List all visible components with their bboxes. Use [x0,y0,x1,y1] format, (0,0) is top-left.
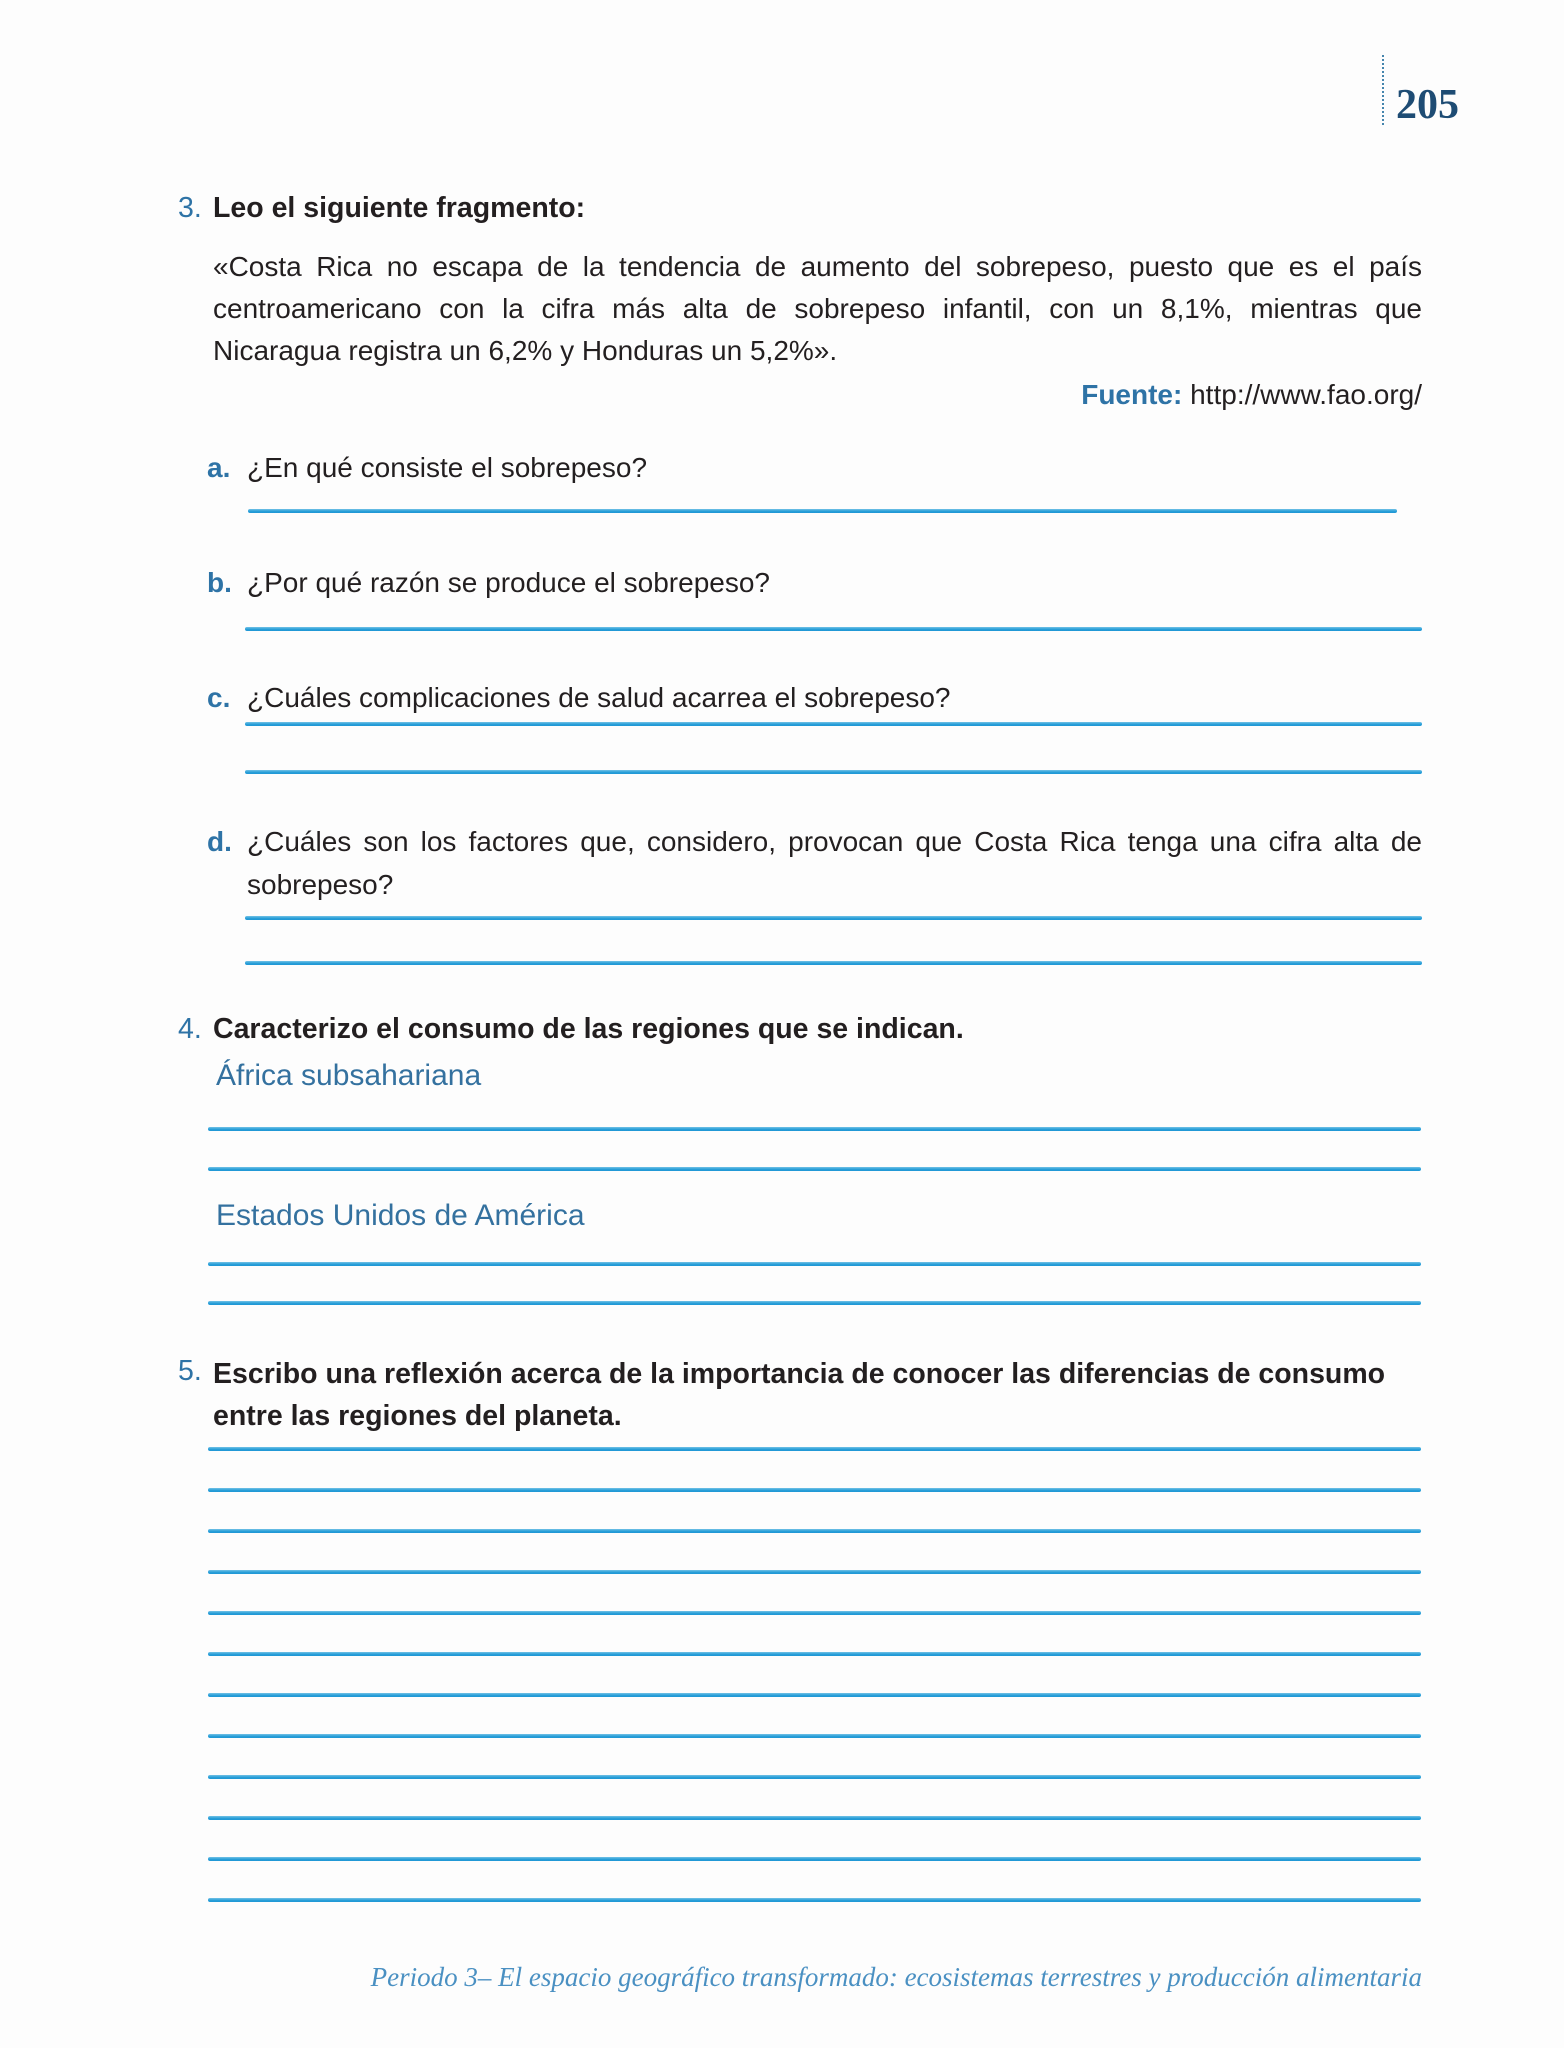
activity-4-heading [178,1011,1422,1047]
question-b-answer-lines [178,627,1422,631]
question-d-row [178,820,1422,906]
question-c-letter: c. [207,682,231,713]
answer-line [208,1611,1421,1615]
activity-3-heading [178,190,1422,226]
answer-line [208,1570,1421,1574]
activity-5-answer-lines [178,1447,1422,1902]
activity-5 [178,1353,1422,1902]
question-a-text: ¿En qué consiste el sobrepeso? [247,452,648,483]
footer-text: Periodo 3– El espacio geográfico transformado: ecosistemas terrestres y producción alimentaria [370,1962,1422,1992]
answer-line [208,1652,1421,1656]
page-number: 205 [1396,82,1459,128]
answer-line [208,1857,1421,1861]
region-africa-label: África subsahariana [216,1059,482,1092]
answer-line [208,1167,1421,1171]
region-estados-unidos [178,1200,1422,1305]
answer-line [208,1816,1421,1820]
activity-3-title: Leo el siguiente fragmento: [213,192,586,224]
page-content [178,190,1422,1902]
question-b [178,565,1422,631]
question-a [178,450,1422,513]
region-estados-label: Estados Unidos de América [216,1199,585,1232]
question-b-text: ¿Por qué razón se produce el sobrepeso? [247,567,770,598]
activity-4-number: 4. [178,1013,202,1045]
activity-3-number: 3. [178,192,202,224]
region-africa-subsahariana [178,1060,1422,1171]
source-url: http://www.fao.org/ [1190,379,1422,410]
page-number-block [1382,55,1459,128]
question-a-answer-lines [178,509,1422,513]
activity-4-title: Caracterizo el consumo de las regiones que se indican. [213,1013,964,1045]
activity-4 [178,1011,1422,1305]
answer-line [208,1693,1421,1697]
answer-line [208,1447,1421,1451]
quote-paragraph: «Costa Rica no escapa de la tendencia de aumento del sobrepeso, puesto que es el país centroamericano con la cifra más alta de sobrepeso infantil, con un 8,1%, mientras que Nicaragua registra un 6,2% y Honduras un 5,2%». [213,251,1422,366]
region-africa-answer-lines [178,1127,1422,1171]
question-c-row [178,680,1422,716]
question-b-row [178,565,1422,601]
answer-line [208,1529,1421,1533]
answer-line [248,509,1397,513]
answer-line [208,1734,1421,1738]
answer-line [245,722,1422,726]
question-d-text: ¿Cuáles son los factores que, considero, provocan que Costa Rica tenga una cifra alta de sobrepeso? [247,826,1422,900]
source-label: Fuente: [1081,379,1183,410]
activity-5-heading [178,1353,1422,1437]
activity-5-number: 5. [178,1355,202,1387]
activity-3 [178,190,1422,965]
question-c [178,680,1422,774]
question-c-answer-lines [178,722,1422,774]
question-d-letter: d. [207,826,232,857]
answer-line [208,1898,1421,1902]
question-d-answer-lines [178,916,1422,965]
answer-line [208,1262,1421,1266]
question-b-letter: b. [207,567,232,598]
question-c-text: ¿Cuáles complicaciones de salud acarrea el sobrepeso? [247,682,951,713]
answer-line [245,627,1422,631]
answer-line [208,1488,1421,1492]
question-a-letter: a. [207,452,231,483]
answer-line [245,961,1422,965]
answer-line [208,1775,1421,1779]
activity-5-title: Escribo una reflexión acerca de la importancia de conocer las diferencias de consumo entre las regiones del planeta. [213,1358,1386,1432]
question-a-row [178,450,1422,486]
answer-line [245,770,1422,774]
source-line [178,376,1422,414]
region-estados-answer-lines [178,1262,1422,1305]
answer-line [245,916,1422,920]
answer-line [208,1301,1421,1305]
answer-line [208,1127,1421,1131]
question-d [178,820,1422,965]
